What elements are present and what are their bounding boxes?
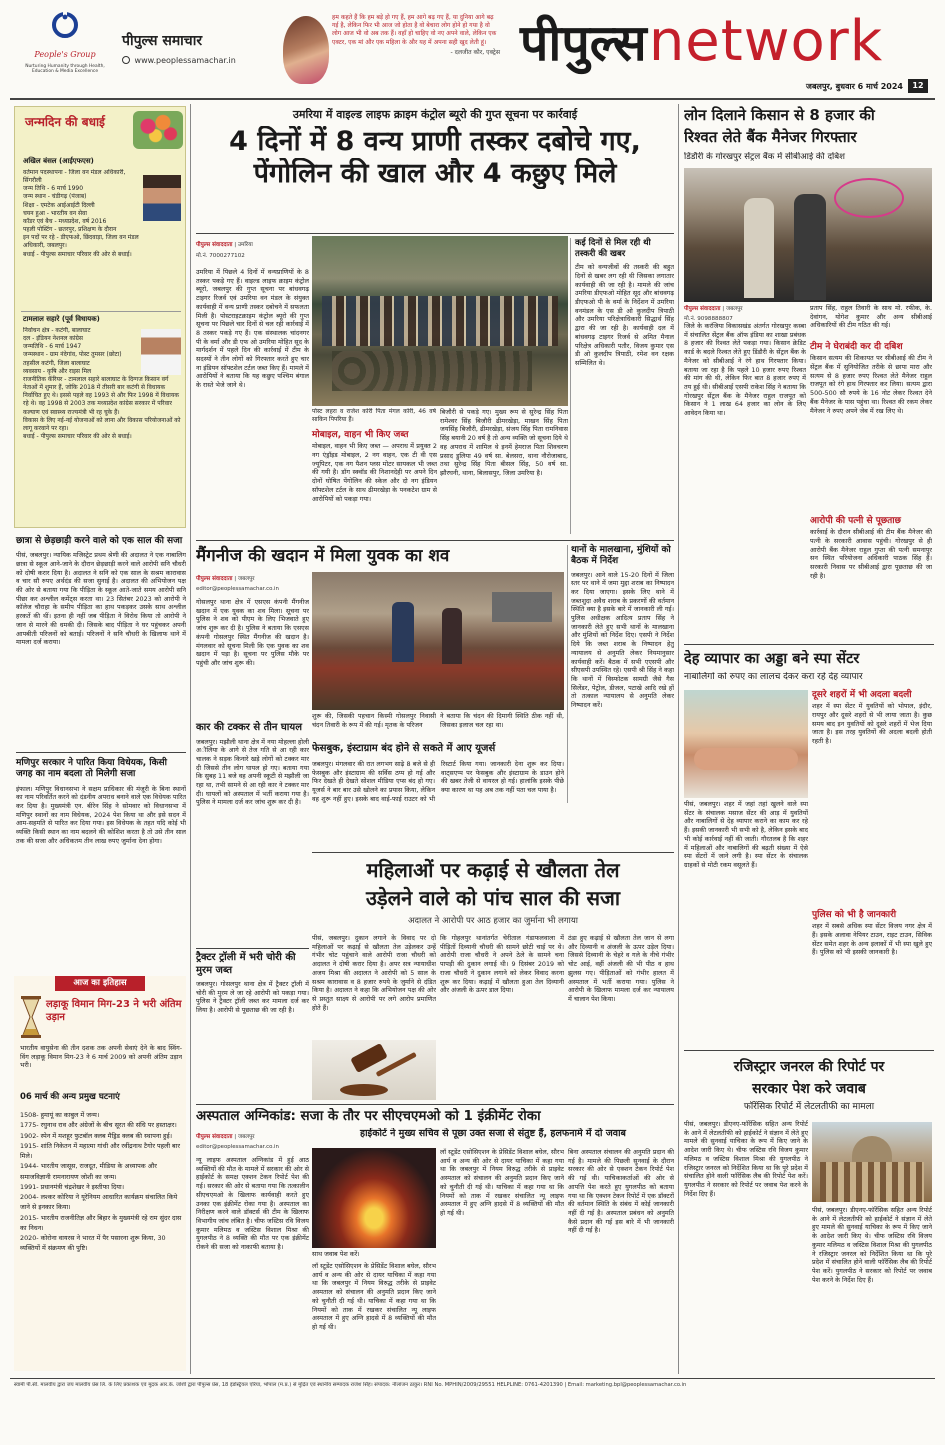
registrar-head-line2: सरकार पेश करे जवाब [752,1081,866,1097]
gavel-image [312,1040,436,1100]
peoples-group-logo [20,10,110,90]
loan-byline-mobile: मो.नं. 9098888807 [684,316,733,323]
spa-sub1-body: शहर में स्पा सेंटर में युवतियों को भोपाल, इंदौर, रायपुर और दूसरे शहरों से भी लाया जाता है। कुछ समय बाद इन युवतियों को दूसरे शहरों में भेज दिया जाता है। इस तरह युवतियों की अदला बदली होती रहती है। [812,702,932,746]
facebook-body: जबलपुर। मंगलवार की रात लगभग साढ़े 8 बजे से ही फेसबुक और इंस्टाग्राम की सर्विस ठप्प हो गई और फिर देखते ही देखते सोशल मीडिया एप्स बंद हो गए। यूजर्स ने बार बार उसे खोलने का प्रयास किया, लेकिन वह शुरू नहीं हुए। इसके बाद वाई-फाई राउटर को भी रिस्टार्ट किया गया। जानकारी देना शुरू कर दिया। वाट्सएप्प पर फेसबुक और इंस्टाग्राम के डाउन होने की खबर तेजी से वायरल हो गई। हालांकि इसके पीछे क्या कारण था यह अब तक नहीं पता चल पाया है। [312,760,564,803]
right-column-rule [678,104,679,1374]
dateline: जबलपुर, बुधवार 6 मार्च 2024 [806,82,903,91]
website-text: www.peoplessamachar.in [134,56,236,66]
loan-deck: डिंडौरी के गोरखपुर सेंट्रल बैंक में सीबीआई की दबिश [684,152,845,162]
thane-body: जबलपुर। आने वाले 15-20 दिनों में जिला स्तर पर थाने में जमा मुद्दा शराब का निष्पादन कर दिया जाएगा। इसके लिए थाने में जब्तशुदा अवैध शराब के प्रकरणों की वर्तमान स्थिति क्या है इसके बारे में जानकारी ली गई। पुलिस अधीक्षक आदित्य प्रताप सिंह ने जानकारी लेते हुए सभी थानों के मालखाना और मुंशियों को निर्देश दिए। एसपी ने निर्देश दिये कि जब्त शराब के निष्पादन हेतु न्यायालय से अनुमति लेकर नियमानुसार कार्यवाही करें। बैठक में सभी एएसपी और सीएसपी उपस्थित रहे। एसपी श्री सिंह ने कहा कि थानों में विस्फोटक सामग्री जैसे गैस सिलेंडर, पेट्रोल, डीजल, पटाखे आदि रखे हों तो तत्काल न्यायालय से अनुमति लेकर निष्पादन करें। [571,570,674,710]
hospital-col2: लॉ स्टूडेंट एसोसिएशन के प्रेसिडेंट विशाल बघेल, सौरभ आर्य व अन्य की ओर से दायर याचिका में कहा गया था कि जबलपुर में नियम विरुद्ध तरीके से प्राइवेट अस्पताल को संचालन की अनुमति प्रदान किए जाने को चुनौती दी गई थी। याचिका में कहा गया था कि नियमों को ताक में रखकर संचालित न्यू लाइफ अस्पताल में हुए अग्नि हादसे में 8 व्यक्तियों की मौत हो गई थी। [312,1262,436,1331]
p2-line: राजनीतिक कॅरियर - टामलाल सहारे बालाघाट के दिग्गज किसान वर्ग नेताओं में शुमार हैं, जोकि 2018 में तीसरी बार कटंगी से विधायक निर्वाचित हुए थे। इससे पहले वह 1993 से और फिर 1998 में विधायक रहे थे। वह 1998 से 2003 तक मध्यप्रदेश कांग्रेस सरकार में परिवार कल्याण एवं स्वास्थ्य राज्यमंत्री भी रह चुके हैं। [23,375,179,416]
history-events-title: 06 मार्च की अन्य प्रमुख घटनाएं [20,1092,120,1102]
acid-col3: ठंडा हुए कढ़ाई से खौलता तेल जान से लगा और दिव्यानी व अंजली के ऊपर उड़ेल दिया। जिससे दिव्यानी के चेहरे व गले के नीचे गंभीर चोट आई, वहीं अंजली की भी पीठ व हाथ झुलस गए। पीड़िताओं को गंभीर हालत में अस्पताल में भर्ती कराया गया। पुलिस ने आरोपी के खिलाफ मामला दर्ज कर न्यायालय में चालान पेश किया। [568,934,674,1003]
acid-bottom-rule [196,1104,674,1105]
loan-photo-arrest [684,168,932,302]
p1-line: शिक्षा - एमटेक आईआईटी दिल्ली [23,201,95,209]
facebook-rule [312,852,674,853]
p2-line: व्यवसाय - कृषि और राइस मिल [23,367,92,375]
manganese-byline [196,576,309,594]
manganese-col2: ने बताया कि चंदन की दिमागी स्थिति ठीक नहीं थी, जिसका इलाज चल रहा था। [440,712,564,729]
left-story-1-body: पीसं, जबलपुर। न्यायिक मजिस्ट्रेट प्रथम श्रेणी की अदालत ने एक नाबालिग छात्रा से स्कूल आने-जाने के दौरान छेड़छाड़ी करने वाले आरोपी सनि चौधरी को दोषी करार दिया है। अदालत ने सनि को एक साल के सश्रम कारावास व चार सौ रुपए अर्थदंड की सजा सुनाई है। अदालत की अभियोजन पक्ष की ओर से बताया गया कि पीड़िता के स्कूल आते-जाते समय आरोपी सनि पीछा कर अश्लील कमेंट्स करता था। 23 सितंबर 2023 को आरोपी ने कॉलेज चौराहा के समीप पीड़िता का हाथ पकड़कर उसके साथ अश्लील हरकतें की थीं। इतना ही नहीं जब पीड़िता ने विरोध किया तो आरोपी ने जान से मारने की धमकी दी। जिसके बाद पीड़िता ने घर पहुंचकर अपनी आपबीती परिजनों को बताई। परिजनों ने सनि चौधरी के खिलाफ थाने में मामला दर्ज कराया। [16,551,186,647]
hospital-byline-source: पीपुल्स संवाददाता [196,1134,233,1140]
network-title [520,8,930,76]
acid-head-line1: महिलाओं पर कढ़ाई से खौलता तेल [366,858,620,882]
lead-bottom-rule [196,540,674,541]
hospital-col1: न्यू लाइफ अस्पताल अग्निकांड में हुई आठ व्यक्तियों की मौत के मामले में सरकार की ओर से हाईकोर्ट के समक्ष एक्शन टेकन रिपोर्ट पेश की गई। सरकार की ओर से बताया गया कि तत्कालीन सीएचएमओ के खिलाफ कार्यवाही करते हुए उनका एक इंक्रीमेंट रोका गया है। अस्पताल का निरीक्षण करने वाले डॉक्टर्स की टीम के खिलाफ विभागीय जांच लंबित है। चीफ जस्टिस रवि विजय कुमार मलिमठ व जस्टिस विशाल मिश्रा की युगलपीठ ने 8 व्यक्ति की मौत पर एक इंक्रीमेंट रोकने की सजा को नाकाफी बताया है। [196,1156,309,1252]
lead-col2-text: मोबाइल, वाहन भी किए जब्त — अपराध में प्रयुक्त 2 नग एंड्रॉइड मोबाइल, 2 नग वाहन, एक टी वी एस ज्यूपिटर, एक नग पैशन प्लस मोटर सायकल भी जब्त की गयी है। डॉग स्क्वॉड की निशानदेही पर अपने दिन दोनों घोषित पेंगोलिन की स्केल और दो नग इंडियन सॉफ्टशेल टर्टल के साथ ढीमरखेड़ा के पनकटेश ग्राम से आरोपियों को पकड़ा गया। [312,442,437,503]
birthday-divider [21,311,181,312]
lead-head-line2: पेंगोलिन की खाल और 4 कछुए मिले [253,158,617,189]
manganese-photo [312,572,564,710]
loan-byline-sep: | [722,306,725,312]
hospital-col3: बिना अस्पताल संचालन की अनुमति प्रदान की गई है। मामले की पिछली सुनवाई के दौरान सरकार की ओर से एक्शन टेकन रिपोर्ट पेश की गई थी। याचिकाकर्ताओं की ओर से आपत्ति पेश करते हुए युगलपीठ को बताया गया था कि एक्शन टेकन रिपोर्ट में एक डॉक्टरों की वर्तमान स्थिति के संबंध में कोई जानकारी नहीं दी गई है। अस्पताल प्रबंधन को अनुमति कैसे प्रदान की गई इस बारे में भी जानकारी नहीं दी गई है। [568,1148,674,1235]
hospital-caption: साथ जवाब पेश करें। [312,1250,360,1258]
left-column-rule [190,104,191,1374]
paper-name-block [122,32,282,67]
p1-line: बधाई - पीपुल्स समाचार परिवार की ओर से बधाई। [23,250,132,258]
hospital-head: अस्पताल अग्निकांड: सजा के तौर पर सीएचएमओ को 1 इंक्रीमेंट रोका [196,1108,541,1124]
history-event: 1944- भारतीय जासूस, राजदूत, मीडिया के अध्यापक और समाजविज्ञानी रामनारायण जोशी का जन्म। [20,1162,157,1181]
history-event: 1775- रघुनाथ राव और अंग्रेजों के बीच सूरत की संधि पर हस्ताक्षर। [20,1121,177,1130]
history-event: 2020- कोरोना वायरस ने भारत में पैर पसारना शुरू किया, 30 व्यक्तियों में संक्रमण की पुष्टि। [20,1234,166,1253]
loan-sub1 [810,342,932,502]
spa-body: पीसं, जबलपुर। शहर में जहां तहां खुलने वाले स्पा सेंटर के संचालक मसाज सेंटर की आड़ में युवतियों और नाबालिगों से देह व्यापार कराने का काम कर रहे हैं। इसकी जानकारी भी सभी को है, लेकिन इसके बाद भी कोई कार्रवाई नहीं की जाती। गौरतलब है कि शहर में महिलाओं और नाबालिगों की बढ़ती संख्या में ऐसे स्पा सेंटरों में जाने लगी है। स्पा सेंटर के संचालक ग्राहकों से मोटी रकम वसूलते हैं। [684,800,808,869]
lead-byline-sep: | [234,242,237,248]
manganese-byline-location: जबलपुर [237,576,255,582]
footer-rule [10,1378,935,1379]
birthday-box [14,106,186,528]
spa-sub2 [812,910,932,1042]
spa-sub1 [812,690,932,872]
car-head: कार की टक्कर से तीन घायल [196,722,302,733]
spa-sub2-head: पुलिस को भी है जानकारी [812,910,897,920]
facebook-head: फेसबुक, इंस्टाग्राम बंद होने से सकते में आए यूजर्स [312,743,496,754]
manganese-head: मैंगनीज की खदान में मिला युवक का शव [196,546,450,566]
p1-line: चयन हुआ - भारतीय वन सेवा [23,209,87,217]
loan-bottom-rule [684,644,934,645]
history-head: लड़ाकू विमान मिग-23 ने भरी अंतिम उड़ान [46,999,182,1023]
manganese-byline-source: पीपुल्स संवाददाता [196,576,233,582]
lead-byline-location: उमरिया [237,242,253,248]
page-number: 12 [908,79,928,93]
acid-col1: पीसं, जबलपुर। दुकान लगाने के विवाद पर दो महिलाओं पर कढ़ाई से खौलता तेल उड़ेलकर उन्हें गंभीर चोट पहुंचाने वाले आरोपी राजा चौधरी को अदालत ने दोषी करार दिया है। अपर सत्र न्यायाधीश अजय मिश्रा की अदालत ने आरोपी को 5 साल के सश्रम कारावास व 8 हजार रुपये के जुर्माने से दंडित किया है। अदालत ने कहा कि अभियोजन पक्ष की ओर से प्रस्तुत साक्ष्य से आरोपी पर लगे आरोप प्रमाणित होते हैं। [312,934,436,1012]
high-court-photo [812,1122,932,1202]
flower-bouquet-image [133,111,183,149]
p2-line: निर्वाचन क्षेत्र - कटंगी, बालाघाट [23,327,91,334]
loan-sub2-body: कार्रवाई के दौरान सीबीआई की टीम बैंक मैनेजर की पत्नी के सरकारी आवास पहुंची। गोरखपुर से ही आरोपी बैंक मैनेजर राहुल गुप्ता की पत्नी समनापुर सन स्थित परियोजना अधिकारी पाठक सिंह हैं। सरकारी निवास पर सीबीआई द्वारा पूछताछ की जा रही है। [810,528,932,580]
hospital-col3a: लॉ स्टूडेंट एसोसिएशन के प्रेसिडेंट विशाल बघेल, सौरभ आर्य व अन्य की ओर से दायर याचिका में कहा गया था कि जबलपुर में नियम विरुद्ध तरीके से प्राइवेट अस्पताल को संचालन की अनुमति प्रदान किए जाने को चुनौती दी गई थी। याचिका में कहा गया था कि नियमों को ताक में रखकर संचालित न्यू लाइफ अस्पताल में हुए अग्नि हादसे में 8 व्यक्तियों की मौत हो गई थी। [440,1148,564,1217]
left-story-2-body: इंफाल। मणिपुर विधानसभा ने सक्षम प्राधिकार की मंजूरी के बिना स्थानों का नाम परिवर्तित करने को दंडनीय अपराध बनाने वाले एक विधेयक पारित कर दिया है। मुख्यमंत्री एन. बीरेन सिंह ने सोमवार को विधानसभा में मणिपुर स्थानों का नाम विधेयक, 2024 पेश किया था और इसे सदन में आम-सहमति से पारित कर दिया गया। इस विधेयक के तहत यदि कोई भी व्यक्ति किसी स्थान का नाम बदलने की कोशिश करता है तो उसे तीन साल तक की सजा और अधिकतम तीन लाख रुपए जुर्माना देना होगा। [16,784,186,845]
history-events-list [20,1110,182,1254]
history-box [14,976,186,1371]
lead-head-rule [196,233,674,234]
loan-head-line2: रिश्वत लेते बैंक मैनेजर गिरफ्तार [684,128,857,146]
hourglass-icon [20,996,42,1038]
registrar-body: पीसं, जबलपुर। डीएनए-फॉरेंसिक सहित अन्य रिपोर्ट के आने में लेटलतीफी को हाईकोर्ट ने संज्ञान में लेते हुए मामले की सुनवाई याचिका के रूप में किए जाने के आदेश जारी किए थे। चीफ जस्टिस रवि विजय कुमार मलिमठ व जस्टिस विशाल मिश्रा की युगलपीठ ने रजिस्ट्रार जनरल को निर्देशित किया था कि पूरे प्रदेश में संचालित होने वाली फॉरेंसिक लैब की रिपोर्ट पेश करें। युगलपीठ ने सरकार को रिपोर्ट पर जवाब पेश करने के निर्देश दिए हैं। [684,1120,808,1198]
spa-head: देह व्यापार का अड्डा बने स्पा सेंटर [684,651,860,667]
spa-bottom-rule [684,1050,934,1051]
sidebar-story-body: टीम को वन्यजीवों की तस्करी की बहुत दिनों से खबर लग रही थी जिसका लगातार कार्यवाही की जा रही है। मामले की जांच उमरिया डीएफओ मोहित सूद और बांधवगढ़ डीएफओ पी के वर्मा के निर्देशन में उमरिया वनमंडल के एस डी ओ कुलदीप त्रिपाठी और उमरिया परिक्षेत्राधिकारी सिद्धार्थ सिंह द्वारा की जा रही है। कार्यवाही दल में बांधवगढ़ टाइगर रिजर्व से अमित मैनाल परिक्षेत्र अधिकारी पतौर, विजय कुमार एस डी ओ कुलदीप त्रिपाठी, रमेश वन रक्षक सम्मिलित थे। [575,263,674,367]
birthday-person1-details [23,169,141,309]
spa-photo [684,690,808,798]
loan-sub1-head: टीम ने घेराबंदी कर दी दबिश [810,342,903,352]
birthday-person1-name: अखिल बंसल (आईएफएस) [23,157,94,165]
p2-line: बधाई - पीपुल्स समाचार परिवार की ओर से बधाई। [23,433,132,441]
celebrity-photo [283,16,329,84]
celebrity-quote [332,14,500,57]
network-title-hindi: पीपुल्स [520,14,647,72]
birthday-title [25,115,125,129]
lead-byline-source: पीपुल्स संवाददाता [196,242,233,248]
car-body: जबलपुर। मझौली थाना क्षेत्र में नया मोहल्ला होली अौलिया के आगे से तेज गति से आ रही कार चालक ने सड़क किनारे खड़े लोगों को टक्कर मार दी जिससे तीन लोग घायल हो गए। बताया गया कि सुबह 11 बजे वह अपनी स्कूटी से मझौली जा रहा था, तभी सामने से आ रही कार ने टक्कर मार दी। घायलों को अस्पताल में भर्ती कराया गया है। पुलिस ने मामला दर्ज कर जांच शुरू कर दी है। [196,737,309,807]
p1-line: पहली पोस्टिंग - छतरपुर, प्रशिक्षण के दौरान [23,226,117,234]
quote-author: - दलजीत कौर, एक्ट्रेस [450,48,500,56]
p1-line: इन पदों पर रहे - डीएफओ, छिंदवाड़ा, जिला वन मंडल अधिकारी, जबलपुर। [23,234,139,250]
hospital-deck: हाईकोर्ट ने मुख्य सचिव से पूछा उक्त सजा से संतुष्ट हैं, हलफनामे में दो जवाब [360,1128,626,1139]
registrar-deck: फॉरेंसिक रिपोर्ट में लेटलतीफी का मामला [743,1102,875,1112]
masthead [0,0,945,100]
history-event: 2004- लश्कर कोरिया ने यूरेनियम आधारित कार्यक्रम संचालित किये जाने से इनकार किया। [20,1193,178,1212]
tractor-body: जबलपुर। गोसलपुर थाना क्षेत्र में ट्रैक्टर ट्रॉली में चोरी की मुरम ले जा रहे आरोपी को पकड़ा गया। पुलिस ने ट्रैक्टर ट्रॉली जब्त कर मामला दर्ज कर लिया है। आरोपी से पूछताछ की जा रही है। [196,980,309,1015]
loan-photo-caption: प्रताप सिंह, राहुल तिवारी के साथ मो. रफीक, के. देवांगन, योगेश कुमार और अन्य सीबीआई अधिकारियों की टीम गठित की गई। [810,304,932,330]
car-rule [196,948,309,949]
lead-byline [196,242,308,261]
history-event: 1902- स्पेन में मशहूर फुटबॉल क्लब मैड्रिड क्लब की स्थापना हुई। [20,1131,173,1140]
spa-sub1-head: दूसरे शहरों में भी अदला बदली [812,690,912,700]
globe-icon [122,56,130,64]
birthday-person2-details [23,327,181,523]
birthday-person1-photo [143,175,181,221]
lead-byline-mobile: मो.नं. 7000277102 [196,253,245,260]
acid-deck: अदालत ने आरोपी पर आठ हजार का जुर्माना भी लगाया [408,916,578,926]
manganese-caption: शुरू की, जिसकी पहचान किस्मी गोसलपुर निवासी चंदन तिवारी के रूप में की गई। मृतक के परिजन [312,712,436,729]
history-body: भारतीय वायुसेना की तीन दशक तक अपनी सेवाएं देने के बाद स्विंग-विंग लड़ाकू विमान मिग-23 ने 6 मार्च 2009 को अपनी अंतिम उड़ान भरी। [20,1044,182,1070]
history-event: 1991- प्रधानमंत्री चंद्रशेखर ने इस्तीफा दिया। [20,1182,125,1191]
masthead-rule [10,98,935,100]
history-event: 1508- हुमायूं का काबुल में जन्म। [20,1111,100,1119]
registrar-head-line1: रजिस्ट्रार जनरल की रिपोर्ट पर [733,1059,885,1075]
loan-body: जिले के करंजिया विकासखंड अंतर्गत गोरखपुर कस्बा में संचालित सेंट्रल बैंक ऑफ इंडिया का शाखा प्रबंधक 8 हजार की रिश्वत लेते पकड़ा गया। किसान क्रेडिट कार्ड के बदले रिश्वत लेते हुए डिंडौरी के सेंट्रल बैंक के मैनेजर को सीबीआई ने रंगे हाथ गिरफ्तार किया। बताया जा रहा है कि पहले 10 हजार रुपए रिश्वत की मांग की थी, लेकिन फिर बात 8 हजार रुपए में तय हुई थी। सीबीआई एसपी राकेश सिंह ने बताया कि गोरखपुर सेंट्रल बैंक के मैनेजर राहुल राजपूत को किसान ने 1 लाख 64 हजार का लोन के लिए आवेदन किया था। [684,322,806,418]
p1-line: कॉडर एवं बैच - मध्यप्रदेश, वर्ष 2016 [23,217,107,225]
quote-text: हम कहते हैं कि हम बड़े हो गए हैं, हम आगे बढ़ गए हैं, या दुनिया आगे बढ़ गई है, लेकिन फिर भी आज जो होता है वो बेचारा लोग होने हो गया है वो लोग आज भी वो अब तक हैं। वहाँ हो चाहिए वो नए अपने वाले, लेकिन एक एक्टर, एक मां और एक महिला के और यह में अपना सही खुद लेती हूं। [332,14,497,46]
acid-head-line2: उड़ेलने वाले को पांच साल की सजा [365,886,621,910]
hospital-fire-photo [312,1148,436,1248]
loan-sub1-body: किसान सत्यम की शिकायत पर सीबीआई की टीम ने सेंट्रल बैंक में सुनियोजित तरीके से छापा मारा और सत्यम से 8 हजार रुपए रिश्वत लेते मैनेजर राहुल राजपूत को रंगे हाथ गिरफ्तार कर लिया। सत्यम द्वारा 500-500 सौ रुपये के 16 नोट लेकर रिश्वत देने बैंक मैनेजर के पास पहुंचा था। रिश्वत की रकम लेकर मैनेजर ने रुपए अपने जेब में रख लिए थे। [810,354,932,415]
footer-imprint: स्वामी पी.सी. मालवीय द्वारा जय मालवीय प्रेस लि. के लिए प्रकाशक एवं मुद्रक आर.के. जोशी द्वारा पीपुल्स प्रेस, 18 इंडस्ट्रियल एरिया, भोपाल (म.प्र.) से मुद्रित एवं स्थानीय सम्पादक राजेश सिंह। संपादक: नीलांजन ठाकुर। RNI No. MPHIN/2009/29551 HELPLINE: 0761-4201390 | Email: marketing.bpl@peoplessamachar.co.in [14,1382,687,1388]
history-tag: आज का इतिहास [55,976,145,991]
thane-story [567,545,674,803]
tractor-story [196,952,309,1048]
registrar-body-2: पीसं, जबलपुर। डीएनए-फॉरेंसिक सहित अन्य रिपोर्ट के आने में लेटलतीफी को हाईकोर्ट ने संज्ञान में लेते हुए मामले की सुनवाई याचिका के रूप में किए जाने के आदेश जारी किए थे। चीफ जस्टिस रवि विजय कुमार मलिमठ व जस्टिस विशाल मिश्रा की युगलपीठ ने रजिस्ट्रार जनरल को निर्देशित किया था कि पूरे प्रदेश में संचालित होने वाली फॉरेंसिक लैब की रिपोर्ट पेश करें। युगलपीठ ने सरकार को रिपोर्ट पर जवाब पेश करने के निर्देश दिए हैं। [812,1206,932,1284]
car-story [196,722,309,918]
p2-line: दल - इंडियन नेशनल कांग्रेस [23,335,83,343]
thane-head: थानों के मालखाना, मुंशियों को बैठक में निर्देश [571,545,671,567]
lead-col3: बिजौरी से पकड़े गए। मुख्य रूप से सुरेन्द्र सिंह पिता रामेश्वर सिंह बिजौरी ढीमरखेड़ा, माखन सिंह पिता जयसिंह बिजौरी, ढीमरखेड़ा, संजय सिंह पिता रामनिवास सिंह बयानी 20 वर्ष है तो अन्य व्यक्ति जो सूचना दिये थे वह अपराध में शामिल थे इनमें हेमराज पिता शिवचरण प्रसाद डुलिया 49 वर्ष सा. बेलसरा, थाना नौरोजाबाद, तथा सुरेन्द्र सिंह पिता बीसल सिंह, 50 वर्ष सा. झौरघनी, थाना, बिलासपुर, जिला उमरिया है। [440,408,568,477]
birthday-title-text: जन्मदिन की बधाई [25,115,105,129]
lead-photo-caption: पोस्ट लहरा व राजेश कोरी पिता मंगल कोरी, 46 वर्ष साकिन पिपरिया हैं। [312,408,436,424]
lead-mobile-head: मोबाइल, वाहन भी किए जब्त [312,430,409,440]
lead-kicker: उमरिया में वाइल्ड लाइफ क्राइम कंट्रोल ब्यूरो की गुप्त सूचना पर कार्रवाई [292,108,578,121]
group-brand-tagline: Nurturing Humanity through Health, Education & Media Excellence [25,63,105,75]
sidebar-story-head: कई दिनों से मिल रही थी तस्करी की खबर [575,238,651,259]
hospital-byline-location: जबलपुर [237,1134,255,1140]
manganese-byline-sep: | [234,576,237,582]
sidebar-story [570,238,674,534]
loan-sub2 [810,516,932,628]
loan-sub2-head: आरोपी की पत्नी से पूछताछ [810,516,901,526]
hospital-byline-email: editor@peoplessamachar.co.in [196,1144,279,1151]
acid-col2: कि गोहलपुर थानांतर्गत चेरीताल गंडाफलवाला में पीड़ितों दिव्यानी चौधरी की सामने छोटी चाई पर थे। आरोपी राजा चौधरी ने अपने ठेले के सामने चना पापड़ी की दुकान लगाई थी। 9 दिसंबर 2019 को राजा चौधरी ने दुकान लगाने को लेकर विवाद करना शुरू कर दिया। कढ़ाई में खौलता हुआ तेल दिव्यानी और अंजली के ऊपर डाल दिया। [440,934,564,995]
paper-name: पीपुल्स समाचार [122,33,203,49]
spa-sub2-body: शहर में सबसे अधिक स्पा सेंटर विजय नगर क्षेत्र में हैं। इसके अलावा नेपियर टाउन, राइट टाउन, सिविक सेंटर समेत शहर के अन्य इलाकों में भी स्पा खुले हुए हैं। पुलिस को भी इसकी जानकारी है। [812,922,932,957]
birthday-person2-name: टामलाल सहारे (पूर्व विधायक) [23,315,100,323]
lead-photo-wildlife-team [312,236,568,406]
network-title-english: network [648,9,884,74]
p1-line: वर्तमान पदस्थापना - जिला वन मंडल अधिकारी, सिंगरौली [23,169,126,185]
gavel-icon [312,1040,436,1100]
manganese-byline-email: editor@peoplessamachar.co.in [196,586,279,593]
left-rule-1 [16,752,186,753]
loan-byline-location: जबलपुर [725,306,743,312]
group-logo-icon [50,10,80,44]
left-story-2-head: मणिपुर सरकार ने पारित किया विधेयक, किसी जगह का नाम बदला तो मिलेगी सजा [16,758,167,780]
p1-line: जन्म तिथि - 6 मार्च 1990 [23,185,84,193]
loan-byline-source: पीपुल्स संवाददाता [684,306,721,312]
p2-line: विकास के लिए नई-नई योजनाओं को लाना और विकास परियोजनाओं को लागू करवाने पर रहा। [23,416,181,432]
manganese-col1: गोसलपुर थाना क्षेत्र में एसएस कंपनी मैंगनीज खदान में एक युवक का शव मिला। सूचना पर पुलिस ने शव को पीएम के लिए भिजवाते हुए जांच शुरू कर दी है। पुलिस ने बताया कि एसएस कंपनी गोसलपुर स्थित मैंगनीज की खदान है। मंगलवार को सूचना मिली कि एक युवक का शव खदान में पड़ा है। सूचना पर पुलिस मौके पर पहुंची और जांच शुरू की। [196,598,309,667]
tractor-head: ट्रैक्टर ट्रॉली में भरी चोरी की मुरम जब्त [196,952,296,976]
history-event: 2015- भारतीय राजनीतिज्ञ और बिहार के मुख्यमंत्री रहे राम सुंदर दास का निधन। [20,1213,182,1232]
left-story-1 [16,536,186,747]
p2-line: जन्मतिथि - 6 मार्च 1947 [23,343,82,351]
hospital-byline-sep: | [234,1134,237,1140]
left-story-2 [16,758,186,937]
group-brand-name: People's Group [34,50,96,59]
lead-col2 [312,430,437,538]
loan-head-line1: लोन दिलाने किसान से 8 हजार की [684,106,875,124]
lead-head-line1: 4 दिनों में 8 वन्य प्राणी तस्कर दबोचे गए, [229,126,641,157]
history-event: 1915- शांति निकेतन में महात्मा गांधी और रवींद्रनाथ टैगोर पहली बार मिले। [20,1141,180,1160]
hospital-byline [196,1134,309,1152]
website-link[interactable] [122,56,282,67]
lead-col1: उमरिया में पिछले 4 दिनों में वन्यप्राणियों के 8 तस्कर पकड़े गए हैं। वाइल्ड लाइफ क्राइम कंट्रोल ब्यूरो, जबलपुर की गुप्त सूचना पर बांधवगढ़ टाइगर रिजर्व एवं उमरिया वन मंडल के संयुक्त कार्यवाही में वन्य प्राणी तस्कर दबोचने में सफलता मिली है। पोस्टराइटक्राइम कंट्रोल ब्यूरो की गुप्त सूचना पर पिछले चार दिनों से चल रही कार्रवाई में 8 तस्कर पकड़े गए हैं। एक संस्थालक चांदनगर पी के वर्मा और डी एफ ओ उमरिया मोहित सूद के मार्गदर्शन में पहले दिन की कार्रवाई में टीम के सदस्यों ने तीन लोगों को गिरफ्तार करते हुए चार ना इंडियन सॉफ्टशेल टर्टल जब्त किए हैं। मामले में आरोपियों ने बताया कि यह कछुए पश्चिम बंगाल के रास्ते भेजे जाने थे। [196,268,309,390]
p2-line: जन्मस्थान - ग्राम नंदेगांव, पोस्ट तुमसर (छोटा) तहसील कटंगी, जिला बालाघाट [23,351,122,367]
spa-deck: नाबालिगों को रुपए का लालच देकर करा रहे देह व्यापार [684,672,863,682]
p1-line: जन्म स्थान - चंडीगढ़ (पंजाब) [23,193,87,201]
left-story-1-head: छात्रा से छेड़छाड़ी करने वाले को एक साल की सजा [16,536,183,546]
